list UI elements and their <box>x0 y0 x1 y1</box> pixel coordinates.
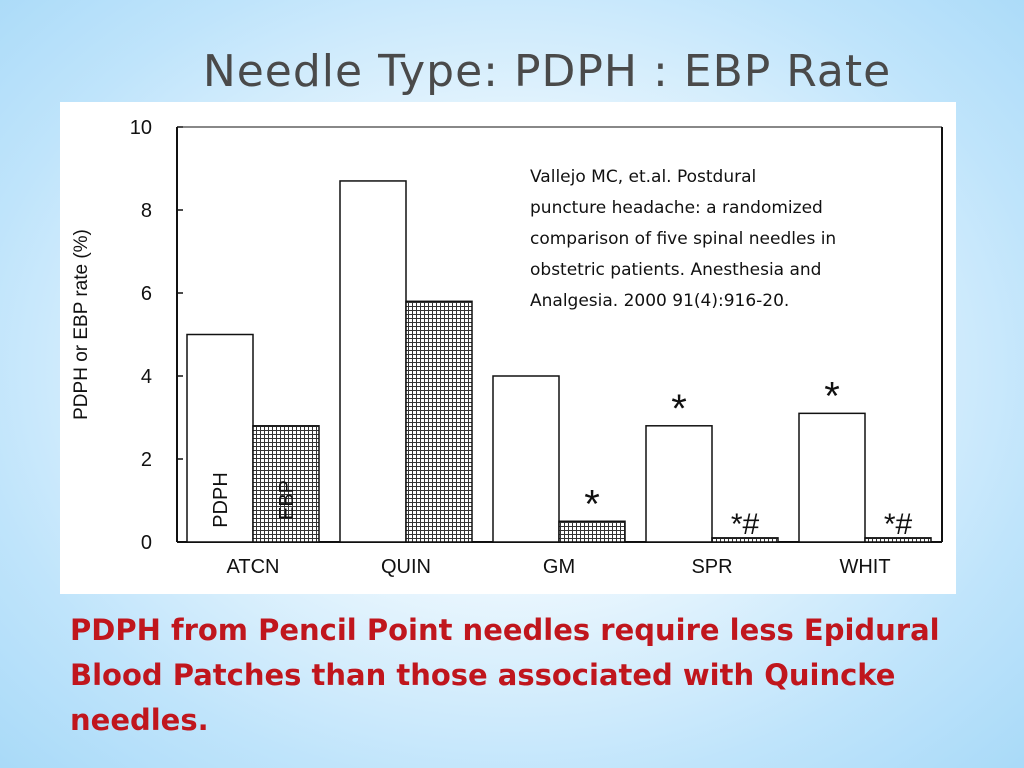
in-bar-label: EBP <box>276 479 298 521</box>
bar-pdph-whit <box>799 413 865 542</box>
y-tick-label: 8 <box>140 200 152 222</box>
slide-title: Needle Type: PDPH : EBP Rate <box>202 46 892 97</box>
bar-ebp-quin <box>406 301 472 542</box>
x-category-label: SPR <box>691 556 733 578</box>
y-tick-label: 10 <box>129 117 152 139</box>
significance-marker: *# <box>883 507 913 541</box>
significance-marker: * <box>584 482 600 527</box>
y-tick-label: 0 <box>140 532 152 554</box>
slide-caption: PDPH from Pencil Point needles require less Epidural Blood Patches than those associated with Quincke needles. <box>70 613 940 737</box>
y-tick-label: 2 <box>140 449 152 471</box>
bar-pdph-gm <box>493 376 559 542</box>
citation-text: Vallejo MC, et.al. Postdural puncture headache: a randomized comparison of five spinal needles in obstetric patients. Anesthesia and Analgesia. 2000 91(4):916-20. <box>530 167 837 311</box>
x-category-label: GM <box>542 556 576 578</box>
x-category-label: WHIT <box>839 556 891 578</box>
significance-marker: *# <box>730 507 760 541</box>
x-category-label: QUIN <box>381 556 431 578</box>
y-tick-label: 6 <box>140 283 152 305</box>
in-bar-label: PDPH <box>210 472 232 528</box>
significance-marker: * <box>671 386 687 431</box>
bar-pdph-spr <box>646 426 712 542</box>
y-tick-label: 4 <box>140 366 152 388</box>
y-axis-title: PDPH or EBP rate (%) <box>71 229 92 420</box>
x-category-label: ATCN <box>226 556 280 578</box>
bar-pdph-quin <box>340 181 406 542</box>
significance-marker: * <box>824 374 840 419</box>
